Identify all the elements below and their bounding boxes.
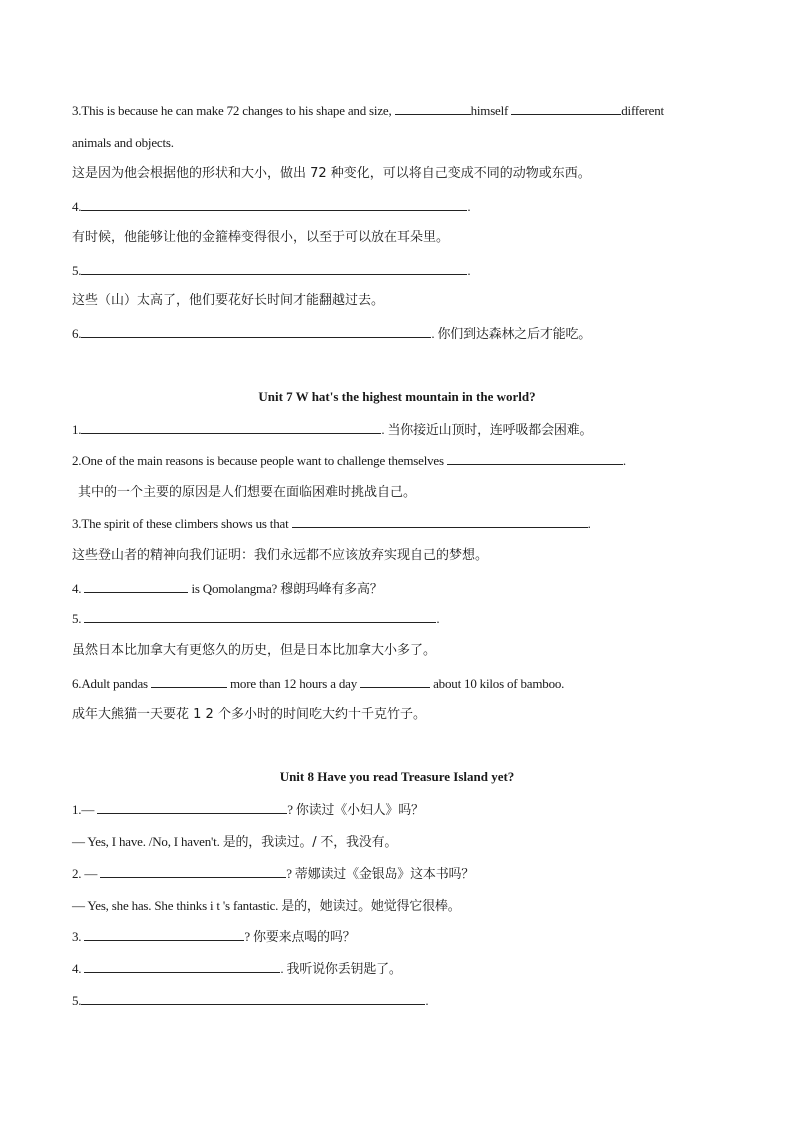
- u7-q2-blank[interactable]: [447, 452, 623, 465]
- u6-q6-line: [72, 325, 591, 344]
- u8-q5-line: [72, 992, 428, 1010]
- u8-q3-end: ?: [244, 929, 254, 944]
- u8-q5-blank[interactable]: [81, 992, 425, 1005]
- u7-q6-prefix: 6.Adult pandas: [72, 676, 151, 691]
- u8-q2-number: 2. —: [72, 866, 101, 881]
- u8-q4-line: [72, 960, 402, 979]
- u8-q2-blank[interactable]: [100, 865, 286, 878]
- u8-q5-number: 5.: [72, 993, 82, 1008]
- u6-q3-suffix: different: [621, 103, 664, 118]
- u7-q4-translation: 穆朗玛峰有多高？: [280, 582, 383, 597]
- u8-q2-answer-line: [72, 897, 461, 916]
- u8-q1-translation: 你读过《小妇人》吗？: [295, 803, 424, 818]
- u8-q1-answer-translation: 是的，我读过。/ 不，我没有。: [222, 835, 398, 850]
- u8-q2-end: ?: [286, 866, 295, 881]
- u6-q3-blank-2[interactable]: [511, 102, 621, 115]
- u7-q2-translation: 其中的一个主要的原因是人们想要在面临困难时挑战自己。: [78, 485, 417, 500]
- u8-q1-number: 1.—: [72, 802, 98, 817]
- u8-q3-line: [72, 928, 355, 947]
- u8-q4-translation: 我听说你丢钥匙了。: [286, 962, 402, 977]
- u7-q6-blank-2[interactable]: [360, 675, 430, 688]
- u8-q2-answer-translation: 是的，她读过。她觉得它很棒。: [281, 899, 461, 914]
- u8-q4-number: 4.: [72, 961, 85, 976]
- u8-q2-line: [72, 865, 474, 884]
- unit8-title: Unit 8 Have you read Treasure Island yet?: [279, 769, 515, 784]
- u7-q1-number: 1.: [72, 422, 82, 437]
- u7-q4-blank[interactable]: [84, 580, 188, 593]
- u7-q6-mid: more than 12 hours a day: [226, 676, 361, 691]
- u8-q1-answer: — Yes, I have. /No, I haven't.: [72, 834, 223, 849]
- u6-q3-mid: himself: [470, 103, 512, 118]
- u6-q4-blank[interactable]: [81, 198, 467, 211]
- u7-q1-line: [72, 421, 592, 440]
- u6-q4-end: .: [467, 199, 471, 214]
- u8-q3-blank[interactable]: [84, 928, 244, 941]
- u8-q2-translation: 蒂娜读过《金银岛》这本书吗？: [294, 867, 475, 882]
- u7-q5-translation: 虽然日本比加拿大有更悠久的历史，但是日本比加拿大小多了。: [72, 643, 437, 658]
- u8-q4-blank[interactable]: [84, 960, 280, 973]
- u7-q2-line: [72, 452, 626, 470]
- u6-q3-translation: 这是因为他会根据他的形状和大小，做出 72 种变化，可以将自己变成不同的动物或东西。: [72, 166, 591, 181]
- u7-q4-suffix: is Qomolangma?: [188, 581, 281, 596]
- u6-q5-end: .: [467, 263, 471, 278]
- u8-q1-answer-line: [72, 833, 397, 852]
- u6-q6-translation: 你们到达森林之后才能吃。: [437, 327, 592, 342]
- u7-q2-prefix: 2.One of the main reasons is because people want to challenge themselves: [72, 453, 447, 468]
- u7-q2-end: .: [622, 453, 626, 468]
- u7-q1-translation: 当你接近山顶时，连呼吸都会困难。: [387, 423, 593, 438]
- u7-q3-prefix: 3.The spirit of these climbers shows us that: [72, 516, 292, 531]
- u7-q1-end: .: [381, 422, 388, 437]
- u6-q4-translation: 有时候，他能够让他的金箍棒变得很小，以至于可以放在耳朵里。: [72, 230, 450, 245]
- u6-q6-end: .: [431, 326, 438, 341]
- u8-q3-translation: 你要来点喝的吗？: [253, 930, 356, 945]
- u8-q1-end: ?: [287, 802, 296, 817]
- u6-q3-prefix: 3.This is because he can make 72 changes to his shape and size,: [72, 103, 395, 118]
- u6-q4-line: [72, 198, 470, 216]
- u6-q3-line: [72, 102, 664, 120]
- u8-q4-end: .: [280, 961, 287, 976]
- u7-q4-number: 4.: [72, 581, 85, 596]
- u7-q3-blank[interactable]: [292, 515, 588, 528]
- u7-q4-line: [72, 580, 383, 599]
- u8-q5-end: .: [425, 993, 429, 1008]
- u8-q1-blank[interactable]: [97, 801, 287, 814]
- u7-q3-line: [72, 515, 591, 533]
- u7-q3-end: .: [587, 516, 591, 531]
- u7-q5-end: .: [436, 611, 440, 626]
- u7-q5-number: 5.: [72, 611, 85, 626]
- u7-q5-line: [72, 610, 439, 628]
- u7-q6-line: [72, 675, 564, 693]
- u6-q6-number: 6.: [72, 326, 82, 341]
- u7-q1-blank[interactable]: [81, 421, 381, 434]
- u6-q3-blank-1[interactable]: [395, 102, 471, 115]
- u8-q3-number: 3.: [72, 929, 85, 944]
- u6-q3-cont: animals and objects.: [72, 135, 174, 150]
- u7-q6-blank-1[interactable]: [151, 675, 227, 688]
- u8-q2-answer: — Yes, she has. She thinks i t 's fantastic.: [72, 898, 282, 913]
- unit7-title: Unit 7 W hat's the highest mountain in the world?: [258, 389, 536, 404]
- u6-q5-line: [72, 262, 470, 280]
- u7-q6-translation: 成年大熊猫一天要花 1 2 个多小时的时间吃大约十千克竹子。: [72, 707, 426, 722]
- u7-q3-translation: 这些登山者的精神向我们证明：我们永远都不应该放弃实现自己的梦想。: [72, 548, 489, 563]
- u6-q5-blank[interactable]: [81, 262, 467, 275]
- u8-q1-line: [72, 801, 424, 820]
- u7-q6-suffix: about 10 kilos of bamboo.: [430, 676, 565, 691]
- u6-q6-blank[interactable]: [81, 325, 431, 338]
- u6-q4-number: 4.: [72, 199, 82, 214]
- u7-q5-blank[interactable]: [84, 610, 436, 623]
- u6-q5-translation: 这些（山）太高了，他们要花好长时间才能翻越过去。: [72, 293, 385, 308]
- u6-q5-number: 5.: [72, 263, 82, 278]
